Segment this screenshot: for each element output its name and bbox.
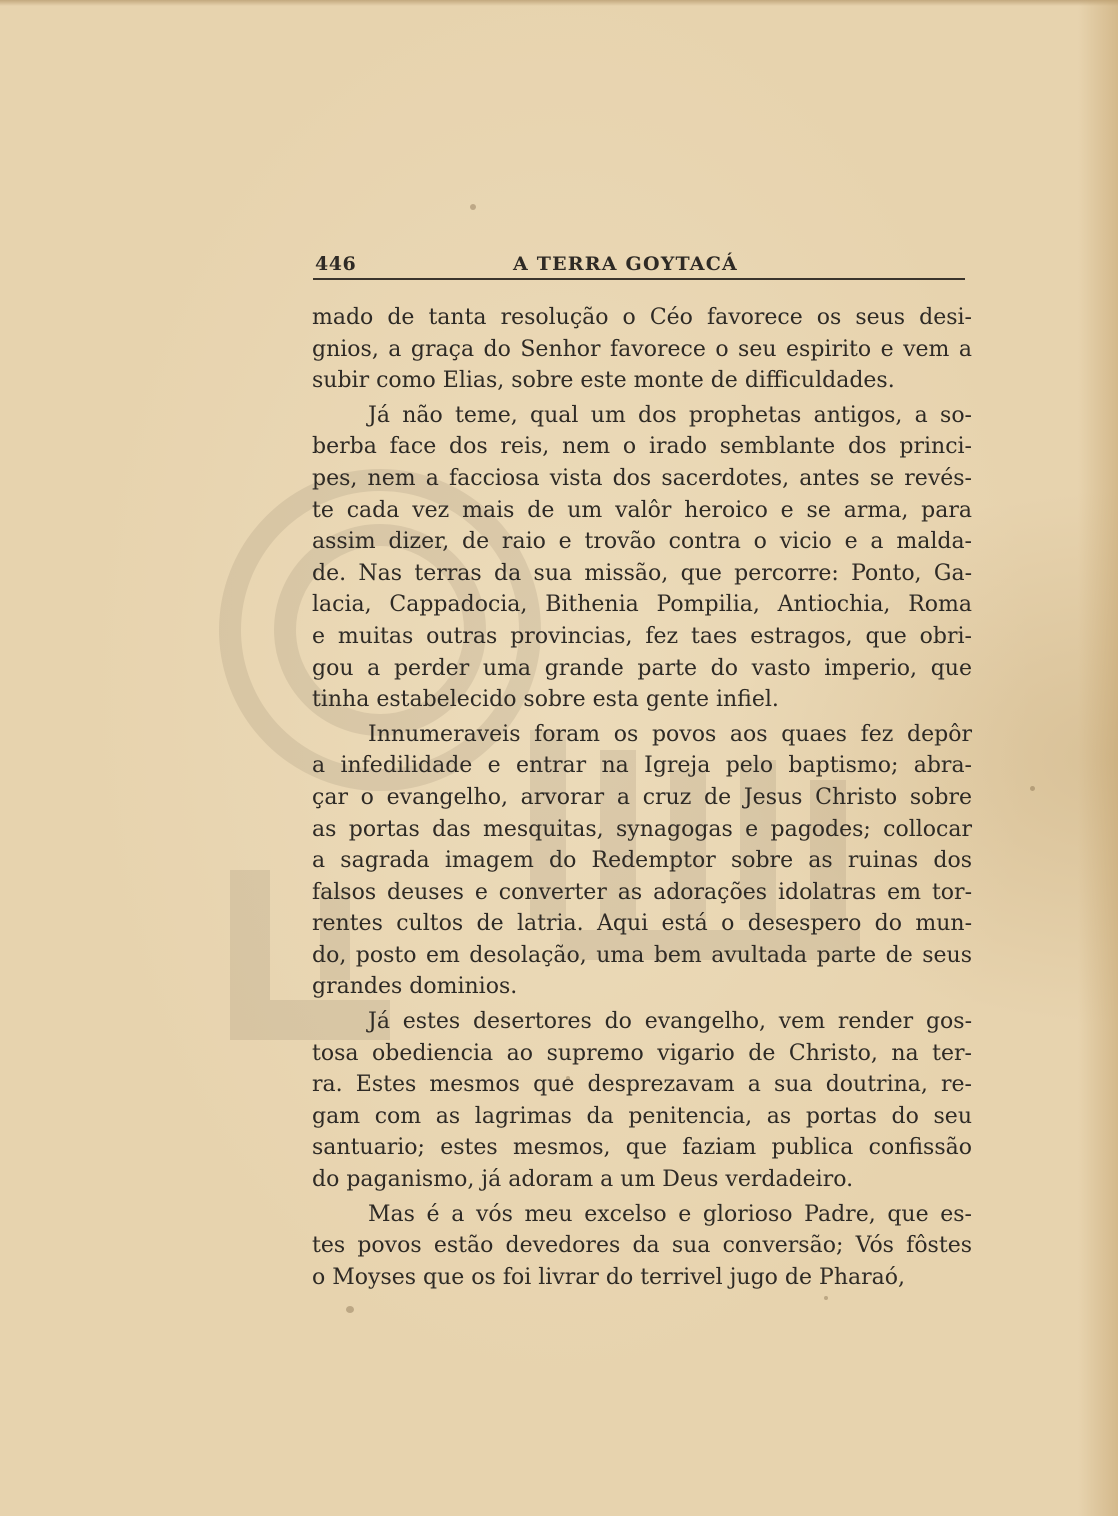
text-line: assim dizer, de raio e trovão contra o vicio e a malda- [312,529,972,555]
text-line: grandes dominios. [312,974,518,1000]
text-line: Mas é a vós meu excelso e glorioso Padre, que es- [368,1201,972,1227]
page-right-edge [1078,0,1118,1516]
paragraph [312,1006,972,1196]
text-line: do, posto em desolação, uma bem avultada parte de seus [312,942,972,968]
text-line: ra. Estes mesmos que desprezavam a sua doutrina, re- [312,1072,972,1098]
text-line: e muitas outras provincias, fez taes estragos, que obri- [312,623,972,649]
paper-speck [470,204,476,210]
body-text [312,302,972,1293]
paragraph [312,400,972,716]
book-title: A TERRA GOYTACÁ [513,253,738,275]
text-line: a infedilidade e entrar na Igreja pelo baptismo; abra- [312,753,972,779]
text-line: Já estes desertores do evangelho, vem render gos- [368,1009,972,1035]
paper-speck [1030,786,1035,791]
text-line: gam com as lagrimas da penitencia, as portas do seu [312,1103,972,1129]
text-line: tosa obediencia ao supremo vigario de Christo, na ter- [312,1040,972,1066]
page-number: 446 [315,253,357,275]
text-line: berba face dos reis, nem o irado semblante dos princi- [312,434,972,460]
text-line: de. Nas terras da sua missão, que percorre: Ponto, Ga- [312,560,972,586]
text-line: Já não teme, qual um dos prophetas antigos, a so- [368,402,972,428]
text-line: Innumeraveis foram os povos aos quaes fez depôr [368,721,972,747]
paragraph [312,302,972,397]
text-line: falsos deuses e converter as adorações idolatras em tor- [312,879,972,905]
text-line: a sagrada imagem do Redemptor sobre as ruinas dos [312,848,972,874]
text-line: rentes cultos de latria. Aqui está o desespero do mun- [312,911,972,937]
text-line: subir como Elias, sobre este monte de difficuldades. [312,368,895,394]
text-line: o Moyses que os foi livrar do terrivel jugo de Pharaó, [312,1264,905,1290]
text-line: gou a perder uma grande parte do vasto imperio, que [312,655,972,681]
paragraph [312,1199,972,1294]
text-line: as portas das mesquitas, synagogas e pagodes; collocar [312,816,972,842]
text-line: tes povos estão devedores da sua conversão; Vós fôstes [312,1233,972,1259]
text-line: tinha estabelecido sobre esta gente infiel. [312,687,779,713]
text-line: gnios, a graça do Senhor favorece o seu espirito e vem a [312,336,972,362]
text-line: çar o evangelho, arvorar a cruz de Jesus Christo sobre [312,784,972,810]
paragraph [312,719,972,1003]
text-line: santuario; estes mesmos, que faziam publica confissão [312,1135,972,1161]
running-head [313,250,965,280]
text-line: te cada vez mais de um valôr heroico e se arma, para [312,497,972,523]
text-line: do paganismo, já adoram a um Deus verdadeiro. [312,1167,854,1193]
page-top-edge [0,0,1118,6]
text-line: lacia, Cappadocia, Bithenia Pompilia, Antiochia, Roma [312,592,972,618]
paper-speck [824,1296,828,1300]
text-line: pes, nem a facciosa vista dos sacerdotes, antes se revés- [312,465,972,491]
paper-speck [346,1306,354,1313]
text-line: mado de tanta resolução o Céo favorece os seus desi- [312,305,972,330]
